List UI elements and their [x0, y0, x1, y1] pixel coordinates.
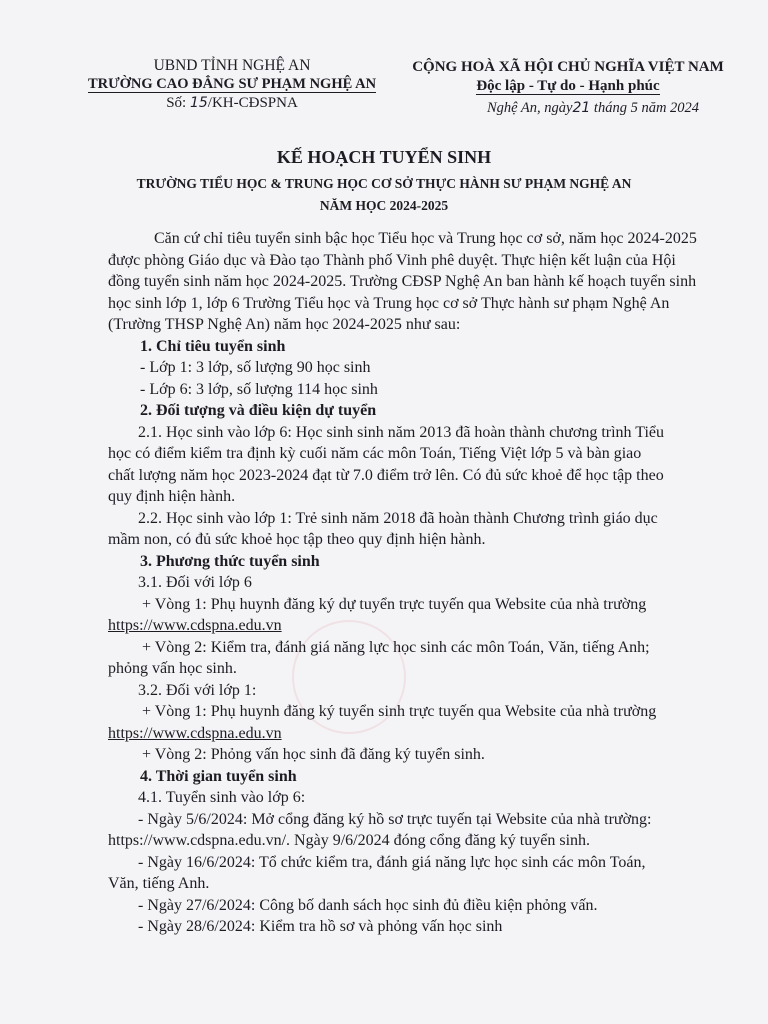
- body-line: (Trường THSP Nghệ An) năm học 2024-2025 như sau:: [108, 316, 461, 333]
- national-motto: [398, 77, 738, 96]
- body-line: + Vòng 1: Phụ huynh đăng ký dự tuyển trực tuyến qua Website của nhà trường: [142, 595, 647, 613]
- date-suffix: tháng 5 năm 2024: [593, 100, 700, 116]
- schedule-item: Văn, tiếng Anh.: [108, 875, 210, 892]
- header-school-name: TRƯỜNG CAO ĐẲNG SƯ PHẠM NGHỆ AN: [87, 76, 377, 92]
- quota-grade-1: - Lớp 1: 3 lớp, số lượng 90 học sinh: [140, 359, 371, 376]
- schedule-item: https://www.cdspna.edu.vn/. Ngày 9/6/2024 đóng cổng đăng ký tuyển sinh.: [108, 832, 591, 849]
- website-link[interactable]: [108, 615, 710, 637]
- body-line: học có điểm kiểm tra định kỳ cuối năm các môn Toán, Tiếng Việt lớp 5 và bàn giao: [108, 445, 642, 462]
- subsection-grade-1: 3.2. Đối với lớp 1:: [138, 681, 257, 699]
- body-line: + Vòng 1: Phụ huynh đăng ký tuyển sinh trực tuyến qua Website của nhà trường: [142, 703, 657, 720]
- document-subtitle: TRƯỜNG TIỂU HỌC & TRUNG HỌC CƠ SỞ THỰC HÀNH SƯ PHẠM NGHỆ AN: [136, 176, 632, 191]
- body-line: mầm non, có đủ sức khoẻ học tập theo quy định hiện hành.: [108, 531, 486, 548]
- document-number-label: Số:: [166, 95, 187, 111]
- section-heading-method: 3. Phương thức tuyển sinh: [140, 552, 320, 570]
- subsection-schedule-grade-6: 4.1. Tuyển sinh vào lớp 6:: [138, 789, 306, 806]
- schedule-item: - Ngày 5/6/2024: Mở cổng đăng ký hồ sơ trực tuyến tại Website của nhà trường:: [138, 810, 652, 828]
- section-heading-eligibility: 2. Đối tượng và điều kiện dự tuyển: [140, 402, 377, 419]
- national-motto-text: Độc lập - Tự do - Hạnh phúc: [476, 78, 660, 94]
- document-body: [108, 228, 710, 938]
- document-number-code: /KH-CĐSPNA: [207, 95, 298, 111]
- header-authority: UBND TỈNH NGHỆ AN: [153, 57, 311, 74]
- document-date: [398, 99, 738, 118]
- body-line: Căn cứ chỉ tiêu tuyển sinh bậc học Tiểu học và Trung học cơ sở, năm học 2024-2025: [154, 230, 697, 247]
- subsection-grade-6: 3.1. Đối với lớp 6: [138, 574, 252, 591]
- website-link[interactable]: [108, 723, 710, 745]
- date-prefix: Nghệ An, ngày: [486, 100, 573, 116]
- schedule-item: - Ngày 28/6/2024: Kiểm tra hồ sơ và phỏng vấn học sinh: [138, 918, 503, 935]
- body-line: + Vòng 2: Kiểm tra, đánh giá năng lực học sinh các môn Toán, Văn, tiếng Anh;: [142, 638, 650, 656]
- header-left: [72, 56, 392, 113]
- body-line: học sinh lớp 1, lớp 6 Trường Tiểu học và Trung học cơ sở Thực hành sư phạm Nghệ An: [108, 294, 670, 312]
- document-title: KẾ HOẠCH TUYỂN SINH: [276, 147, 492, 167]
- body-line: chất lượng năm học 2023-2024 đạt từ 7.0 điểm trở lên. Có đủ sức khoẻ để học tập theo: [108, 466, 664, 484]
- date-day-handwritten: 21: [572, 100, 591, 116]
- body-line: 2.1. Học sinh vào lớp 6: Học sinh sinh năm 2013 đã hoàn thành chương trình Tiểu: [138, 423, 664, 441]
- document-number: [72, 94, 392, 113]
- body-line: đồng tuyển sinh năm học 2024-2025. Trường CĐSP Nghệ An ban hành kế hoạch tuyển sinh: [108, 273, 697, 290]
- website-link-text[interactable]: https://www.cdspna.edu.vn: [108, 617, 282, 634]
- school-year: NĂM HỌC 2024-2025: [319, 198, 449, 213]
- header-right: [398, 58, 738, 118]
- schedule-item: - Ngày 27/6/2024: Công bố danh sách học sinh đủ điều kiện phỏng vấn.: [138, 896, 598, 914]
- section-heading-schedule: 4. Thời gian tuyển sinh: [140, 767, 297, 785]
- header-school: [72, 75, 392, 94]
- body-line: phỏng vấn học sinh.: [108, 660, 237, 677]
- national-title: CỘNG HOÀ XÃ HỘI CHỦ NGHĨA VIỆT NAM: [412, 59, 724, 75]
- body-line: + Vòng 2: Phỏng vấn học sinh đã đăng ký tuyển sinh.: [142, 746, 485, 763]
- section-heading-quota: 1. Chỉ tiêu tuyển sinh: [140, 337, 286, 355]
- body-line: 2.2. Học sinh vào lớp 1: Trẻ sinh năm 2018 đã hoàn thành Chương trình giáo dục: [138, 509, 658, 527]
- body-line: quy định hiện hành.: [108, 488, 236, 505]
- body-line: được phòng Giáo dục và Đào tạo Thành phố Vinh phê duyệt. Thực hiện kết luận của Hội: [108, 251, 676, 269]
- website-link-text[interactable]: https://www.cdspna.edu.vn: [108, 724, 282, 742]
- quota-grade-6: - Lớp 6: 3 lớp, số lượng 114 học sinh: [140, 380, 378, 398]
- schedule-item: - Ngày 16/6/2024: Tổ chức kiểm tra, đánh giá năng lực học sinh các môn Toán,: [138, 853, 646, 871]
- document-number-handwritten: 15: [189, 95, 208, 111]
